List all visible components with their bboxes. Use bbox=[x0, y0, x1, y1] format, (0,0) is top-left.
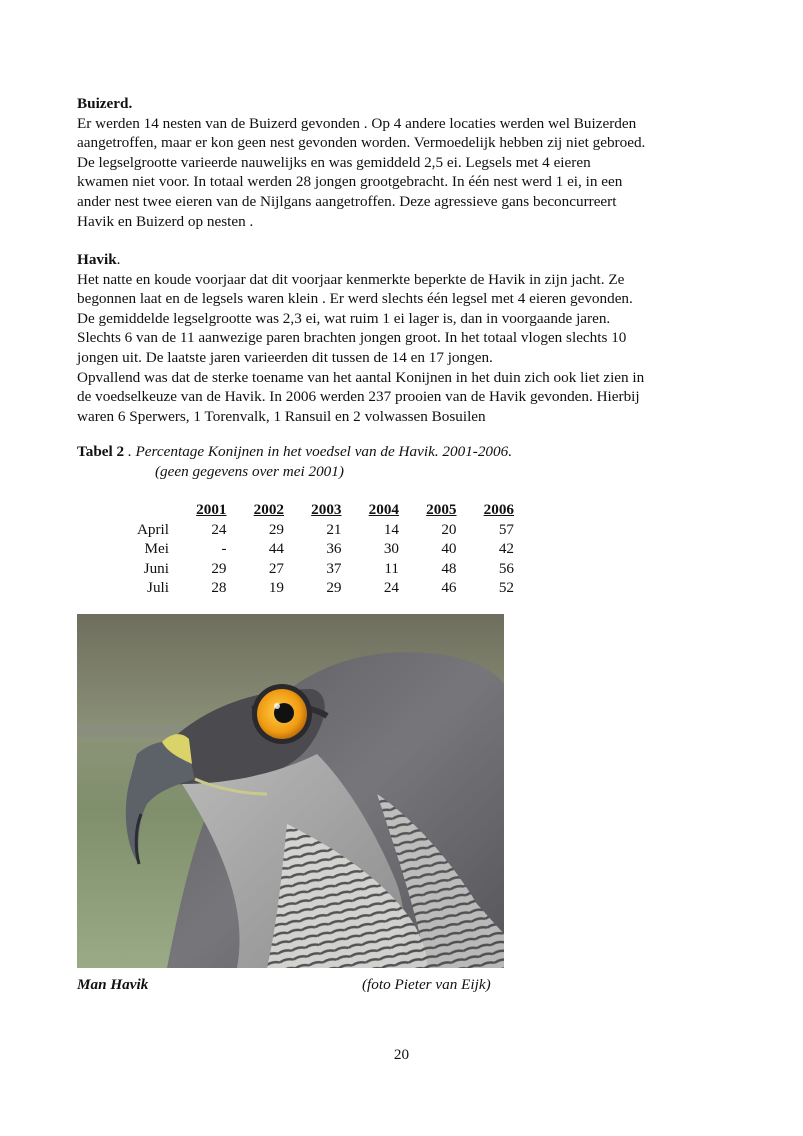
photo-caption-title: Man Havik bbox=[77, 976, 149, 993]
table-corner bbox=[120, 500, 169, 520]
table-cell: 24 bbox=[383, 579, 399, 597]
heading-havik-line bbox=[77, 250, 717, 270]
table-cell: 27 bbox=[268, 559, 284, 577]
paragraph-line: De gemiddelde legselgrootte was 2,3 ei, wat ruim 1 ei lager is, dan in voorgaande jaren. bbox=[77, 309, 611, 327]
month-label: Mei bbox=[144, 540, 169, 558]
table-title: . Percentage Konijnen in het voedsel van de Havik. 2001-2006. bbox=[124, 443, 513, 460]
paragraph-line: waren 6 Sperwers, 1 Torenvalk, 1 Ransuil en 2 volwassen Bosuilen bbox=[77, 407, 486, 425]
paragraph-line: Het natte en koude voorjaar dat dit voorjaar kenmerkte beperkte de Havik in zijn jacht. Ze bbox=[77, 270, 625, 288]
heading-buizerd: Buizerd. bbox=[77, 95, 133, 112]
table-cell: 57 bbox=[498, 520, 514, 538]
paragraph-line: de voedselkeuze van de Havik. In 2006 werden 237 prooien van de Havik gevonden. Hierbij bbox=[77, 388, 640, 406]
table-cell: 37 bbox=[326, 559, 342, 577]
table-cell: 28 bbox=[211, 579, 227, 597]
section-buizerd bbox=[77, 94, 717, 231]
table-caption bbox=[77, 442, 512, 481]
heading-havik-suffix: . bbox=[116, 251, 121, 268]
table-cell: 19 bbox=[268, 579, 284, 597]
page-number: 20 bbox=[393, 1046, 410, 1063]
goshawk-photo bbox=[77, 614, 504, 968]
paragraph-line: kwamen niet voor. In totaal werden 28 jongen grootgebracht. In één nest werd 1 ei, in een bbox=[77, 173, 623, 191]
goshawk-illustration bbox=[77, 614, 504, 968]
photo-caption-credit: (foto Pieter van Eijk) bbox=[362, 976, 491, 993]
paragraph-line: jongen uit. De laatste jaren varieerden dit tussen de 14 en 17 jongen. bbox=[77, 348, 493, 366]
table-header-row bbox=[120, 500, 514, 520]
table-cell: 29 bbox=[326, 579, 342, 597]
table-cell: 24 bbox=[211, 520, 227, 538]
paragraph-line: Slechts 6 van de 11 aanwezige paren brachten jongen groot. In het totaal vlogen slechts 10 bbox=[77, 329, 627, 347]
heading-havik: Havik bbox=[77, 251, 117, 268]
table-cell: 21 bbox=[326, 520, 342, 538]
table-row bbox=[120, 539, 514, 559]
table-label: Tabel 2 bbox=[77, 443, 125, 460]
table-cell: 29 bbox=[268, 520, 284, 538]
paragraph-line: Er werden 14 nesten van de Buizerd gevonden . Op 4 andere locaties werden wel Buizerden bbox=[77, 114, 637, 132]
paragraph-line: De legselgrootte varieerde nauwelijks en was gemiddeld 2,5 ei. Legsels met 4 eieren bbox=[77, 153, 591, 171]
table-cell: 36 bbox=[326, 540, 342, 558]
paragraph-line: Havik en Buizerd op nesten . bbox=[77, 212, 254, 230]
table-subtitle: (geen gegevens over mei 2001) bbox=[155, 462, 344, 480]
table-cell: 56 bbox=[498, 559, 514, 577]
month-label: April bbox=[136, 520, 169, 538]
paragraph-line: ander nest twee eieren van de Nijlgans aangetroffen. Deze agressieve gans beconcurreert bbox=[77, 192, 617, 210]
table-cell: 42 bbox=[498, 540, 514, 558]
table-cell: 20 bbox=[441, 520, 457, 538]
table-cell: 52 bbox=[498, 579, 514, 597]
rabbit-percentage-table bbox=[120, 500, 514, 598]
year-header: 2005 bbox=[426, 501, 457, 518]
paragraph-line: begonnen laat en de legsels waren klein . Er werd slechts één legsel met 4 eieren gevonden. bbox=[77, 290, 633, 308]
table-caption-line bbox=[77, 442, 512, 462]
paragraph-line: aangetroffen, maar er kon geen nest gevonden worden. Vermoedelijk hebben zij niet gebroed. bbox=[77, 134, 646, 152]
table-cell: 46 bbox=[441, 579, 457, 597]
table-cell: 11 bbox=[384, 559, 399, 577]
table-row bbox=[120, 578, 514, 598]
table-cell: 14 bbox=[383, 520, 399, 538]
table-cell: 48 bbox=[441, 559, 457, 577]
paragraph-line: Opvallend was dat de sterke toename van het aantal Konijnen in het duin zich ook liet zien in bbox=[77, 368, 645, 386]
year-header: 2006 bbox=[483, 501, 514, 518]
table-cell: 44 bbox=[268, 540, 284, 558]
year-header: 2004 bbox=[368, 501, 399, 518]
table-cell: 29 bbox=[211, 559, 227, 577]
year-header: 2002 bbox=[253, 501, 284, 518]
section-havik bbox=[77, 250, 717, 426]
table-cell: 30 bbox=[383, 540, 399, 558]
year-header: 2001 bbox=[196, 501, 227, 518]
month-label: Juni bbox=[143, 559, 169, 577]
table-row bbox=[120, 520, 514, 540]
month-label: Juli bbox=[147, 579, 169, 597]
year-header: 2003 bbox=[311, 501, 342, 518]
table-cell: 40 bbox=[441, 540, 457, 558]
table-row bbox=[120, 559, 514, 579]
table-cell: - bbox=[221, 540, 227, 558]
